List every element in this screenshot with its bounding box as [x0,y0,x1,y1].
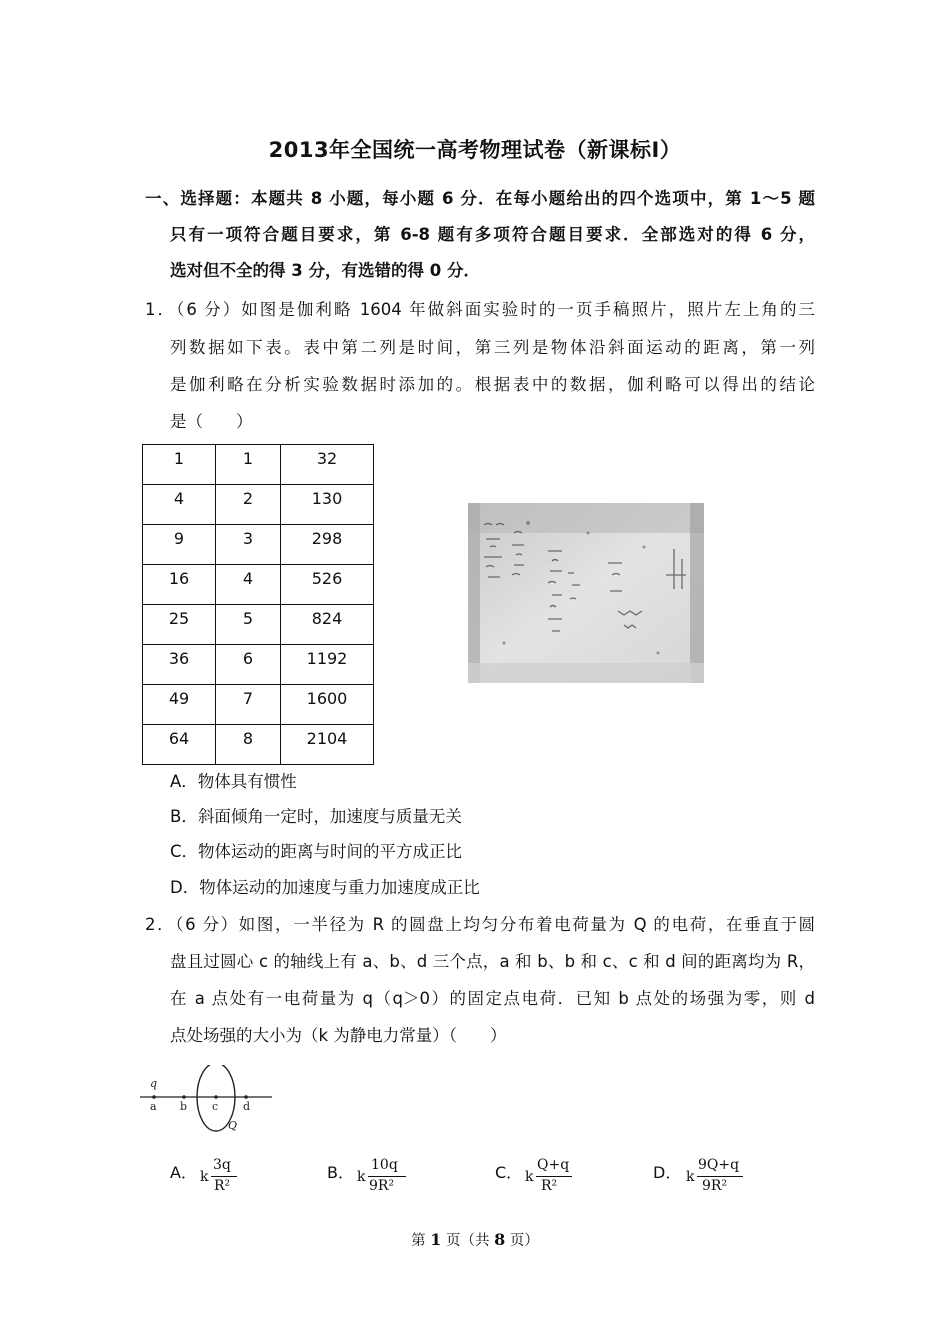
table-cell: 6 [216,645,281,685]
q2-choice-c-denominator: R² [541,1178,558,1194]
table-cell-text: 25 [168,609,190,628]
q2-choice-d-denominator: 9R² [702,1178,728,1194]
table-cell-text: 4 [173,489,185,508]
table-cell-text: 1 [173,449,185,468]
table-row [143,725,374,765]
table-cell: 7 [216,685,281,725]
diagram-Q-label: Q [228,1119,238,1132]
table-cell: 526 [281,565,374,605]
q2-choice-c-k: k [525,1169,534,1185]
q2-choice-b-label: B． [327,1163,354,1182]
table-cell-text: 49 [168,689,190,708]
table-cell-text: 9 [173,529,185,548]
table-cell: 824 [281,605,374,645]
manuscript-photo [468,503,704,683]
diagram-point-c: c [212,1100,219,1113]
q1-line3: 是伽利略在分析实验数据时添加的。根据表中的数据，伽利略可以得出的结论 [170,375,815,394]
q2-choice-c-label: C． [495,1163,523,1182]
q2-line4: 点处场强的大小为（k 为静电力常量）（ ） [170,1026,507,1045]
table-row [143,605,374,645]
q1-option-d: D．物体运动的加速度与重力加速度成正比 [170,878,480,897]
table-cell: 5 [216,605,281,645]
table-cell: 2104 [281,725,374,765]
page-title: 2013年全国统一高考物理试卷（新课标Ⅰ） [268,138,682,162]
footer-suffix: 页） [505,1233,539,1249]
charged-disk-diagram [140,1065,280,1135]
table-cell-text: 16 [168,569,190,588]
table-cell: 1 [216,445,281,485]
table-cell: 8 [216,725,281,765]
table-cell: 298 [281,525,374,565]
q1-line1: 1．（6 分）如图是伽利略 1604 年做斜面实验时的一页手稿照片，照片左上角的三 [145,300,815,319]
table-cell-text: 36 [168,649,190,668]
table-cell: 3 [216,525,281,565]
q1-option-c: C．物体运动的距离与时间的平方成正比 [170,842,463,861]
q2-choice-d-k: k [686,1169,695,1185]
page-footer [0,1229,950,1250]
footer-total-pages: 8 [494,1230,506,1249]
galileo-data-table [142,444,374,765]
q2-line1: 2．（6 分）如图，一半径为 R 的圆盘上均匀分布着电荷量为 Q 的电荷，在垂直于圆 [145,915,815,934]
footer-page-number: 1 [430,1230,442,1249]
q2-choice-a-label: A． [170,1163,197,1182]
table-cell [143,645,216,685]
table-cell: 2 [216,485,281,525]
q2-choice-a-denominator: R² [214,1178,231,1194]
q2-choice-d-numerator: 9Q+q [698,1157,740,1173]
q1-line4: 是（ ） [170,412,253,431]
table-cell: 1192 [281,645,374,685]
table-cell [143,525,216,565]
q1-option-a: A．物体具有惯性 [170,772,297,791]
q2-choice-b-numerator: 10q [371,1157,398,1173]
table-cell [143,685,216,725]
table-cell-text: 64 [168,729,190,748]
table-row [143,485,374,525]
table-row [143,525,374,565]
q2-choice-b-denominator: 9R² [369,1178,395,1194]
diagram-point-a: a [150,1100,157,1113]
table-cell [143,725,216,765]
q2-line3: 在 a 点处有一电荷量为 q（q＞0）的固定点电荷．已知 b 点处的场强为零，则 d [170,989,815,1008]
table-row [143,645,374,685]
q1-option-b: B．斜面倾角一定时，加速度与质量无关 [170,807,462,826]
table-cell: 1600 [281,685,374,725]
table-cell: 130 [281,485,374,525]
q1-line2: 列数据如下表。表中第二列是时间，第三列是物体沿斜面运动的距离，第一列 [170,338,815,357]
footer-prefix: 第 [411,1233,431,1249]
section-heading-line2: 只有一项符合题目要求，第 6-8 题有多项符合题目要求．全部选对的得 6 分， [170,225,815,244]
diagram-point-b: b [180,1100,188,1113]
table-cell: 32 [281,445,374,485]
q2-choice-a-numerator: 3q [213,1157,231,1173]
table-row [143,445,374,485]
q2-choice-a-k: k [200,1169,209,1185]
q2-choice-c-numerator: Q+q [537,1157,570,1173]
section-heading-line1: 一、选择题：本题共 8 小题，每小题 6 分．在每小题给出的四个选项中，第 1～5 题 [145,189,815,208]
table-row [143,565,374,605]
section-heading-line3: 选对但不全的得 3 分，有选错的得 0 分． [170,261,480,280]
q2-line2: 盘且过圆心 c 的轴线上有 a、b、d 三个点，a 和 b、b 和 c、c 和 d 间的距离均为 R， [170,952,815,971]
table-cell [143,445,216,485]
table-row [143,685,374,725]
table-cell [143,485,216,525]
table-cell: 4 [216,565,281,605]
q2-choice-d-label: D． [653,1163,682,1182]
diagram-point-d: d [243,1100,251,1113]
table-cell [143,605,216,645]
q2-choice-b-k: k [357,1169,366,1185]
footer-middle: 页（共 [441,1233,495,1249]
table-cell [143,565,216,605]
diagram-q-label: q [150,1077,158,1090]
